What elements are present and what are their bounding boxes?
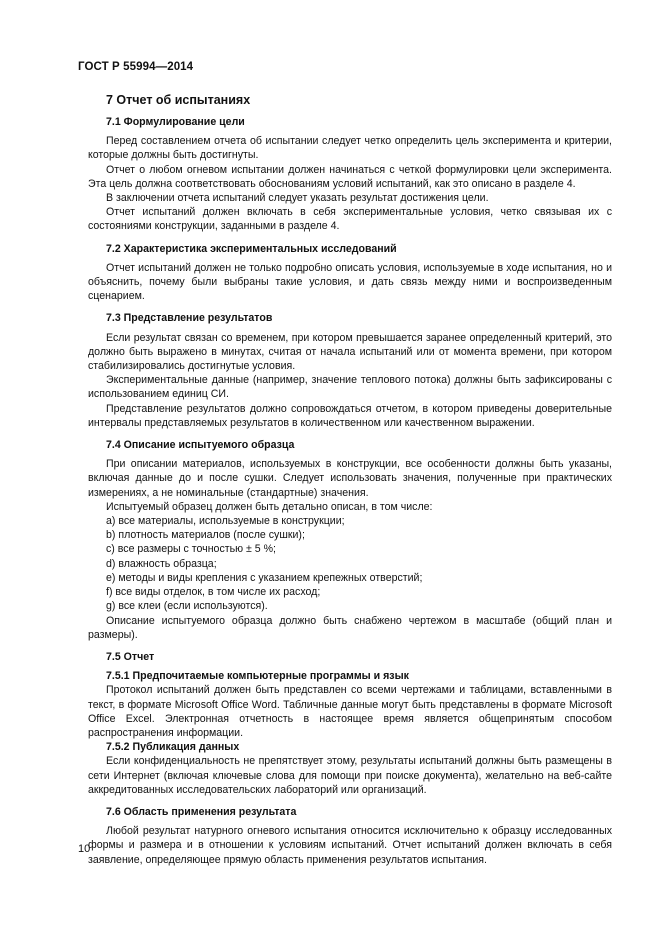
paragraph: Если результат связан со временем, при котором превышается заранее определенный критерий, это должно быть выражено в минутах, считая от начала испытаний или от момента времени, при котором стабилизировались достигнутые условия. bbox=[88, 331, 612, 373]
paragraph: Отчет испытаний должен не только подробно описать условия, используемые в ходе испытания, но и объяснить, почему были выбраны такие условия, и дать связь между ними и воспроизведенным сценарием. bbox=[88, 261, 612, 303]
paragraph: Экспериментальные данные (например, значение теплового потока) должны быть зафиксированы с использованием единиц СИ. bbox=[88, 374, 612, 401]
paragraph: В заключении отчета испытаний следует указать результат достижения цели. bbox=[106, 192, 489, 205]
paragraph: Отчет о любом огневом испытании должен начинаться с четкой формулировки цели эксперимента. Эта цель должна соответствовать обоснованиям условий испытаний, как это описано в разделе 4. bbox=[88, 163, 612, 190]
subsection-7-1-title: 7.1 Формулирование цели bbox=[106, 116, 245, 128]
subsection-7-3-title: 7.3 Представление результатов bbox=[106, 312, 273, 325]
spacer bbox=[88, 303, 612, 311]
paragraph: Если конфиденциальность не препятствует этому, результаты испытаний должны быть размещены в сети Интернет (включая ключевые слова для помощи при поиске документа), желательно на веб-сайте аккредитованных исследовательских лабораторий или организаций. bbox=[88, 755, 612, 796]
paragraph: Перед составлением отчета об испытании следует четко определить цель эксперимента и критерии, которые должны быть достигнуты. bbox=[88, 135, 612, 162]
list-item: c) все размеры с точностью ± 5 %; bbox=[106, 543, 276, 556]
paragraph: Испытуемый образец должен быть детально описан, в том числе: bbox=[106, 500, 433, 513]
list-item: a) все материалы, используемые в конструкции; bbox=[106, 515, 345, 528]
list-item: f) все виды отделок, в том числе их расход; bbox=[106, 586, 321, 599]
spacer bbox=[88, 642, 612, 650]
section-title: 7 Отчет об испытаниях bbox=[106, 93, 251, 107]
list-item: d) влажность образца; bbox=[106, 557, 217, 570]
subsection-7-5-title: 7.5 Отчет bbox=[106, 650, 155, 663]
subsection-7-6-title: 7.6 Область применения результата bbox=[106, 805, 297, 818]
paragraph: При описании материалов, используемых в конструкции, все особенности должны быть указаны, включая данные до и после сушки. Следует использовать значения, полученные при практических измерениях, а не номинальные (стандартные) значения. bbox=[88, 458, 612, 499]
paragraph: Любой результат натурного огневого испытания относится исключительно к образцу исследованных формы и размера и в отношении к условиям испытаний. Отчет испытаний должен включать в себя заявление, определяющее прямую область применения результатов испытания. bbox=[88, 825, 612, 866]
subsection-7-2-title: 7.2 Характеристика экспериментальных исследований bbox=[106, 242, 397, 255]
paragraph: Протокол испытаний должен быть представлен со всеми чертежами и таблицами, вставленными в текст, в формате Microsoft Office Word. Табличные данные могут быть представлены в формате Microsoft Office Excel. Электронная отчетность в настоящее время является общепринятым способом распространения информации. bbox=[88, 684, 612, 739]
spacer bbox=[88, 797, 612, 805]
list-item: e) методы и виды крепления с указанием крепежных отверстий; bbox=[106, 571, 423, 584]
spacer bbox=[88, 430, 612, 438]
document-body bbox=[88, 92, 612, 867]
subsection-7-5-2-title: 7.5.2 Публикация данных bbox=[106, 741, 240, 754]
spacer bbox=[88, 234, 612, 242]
list-item: b) плотность материалов (после сушки); bbox=[106, 529, 305, 542]
standard-designation: ГОСТ Р 55994—2014 bbox=[78, 61, 194, 73]
subsection-7-4-title: 7.4 Описание испытуемого образца bbox=[106, 439, 295, 452]
paragraph: Представление результатов должно сопровождаться отчетом, в котором приведены доверительные интервалы представляемых результатов в количественном или качественном выражении. bbox=[88, 402, 612, 429]
paragraph: Описание испытуемого образца должно быть снабжено чертежом в масштабе (общий план и размеры). bbox=[88, 614, 612, 641]
paragraph: Отчет испытаний должен включать в себя экспериментальные условия, четко связывая их с состояниями конструкции, заданными в разделе 4. bbox=[88, 206, 612, 233]
list-item: g) все клеи (если используются). bbox=[106, 600, 268, 613]
subsection-7-5-1-title: 7.5.1 Предпочитаемые компьютерные программы и язык bbox=[106, 670, 409, 683]
page-number: 10 bbox=[78, 843, 91, 855]
